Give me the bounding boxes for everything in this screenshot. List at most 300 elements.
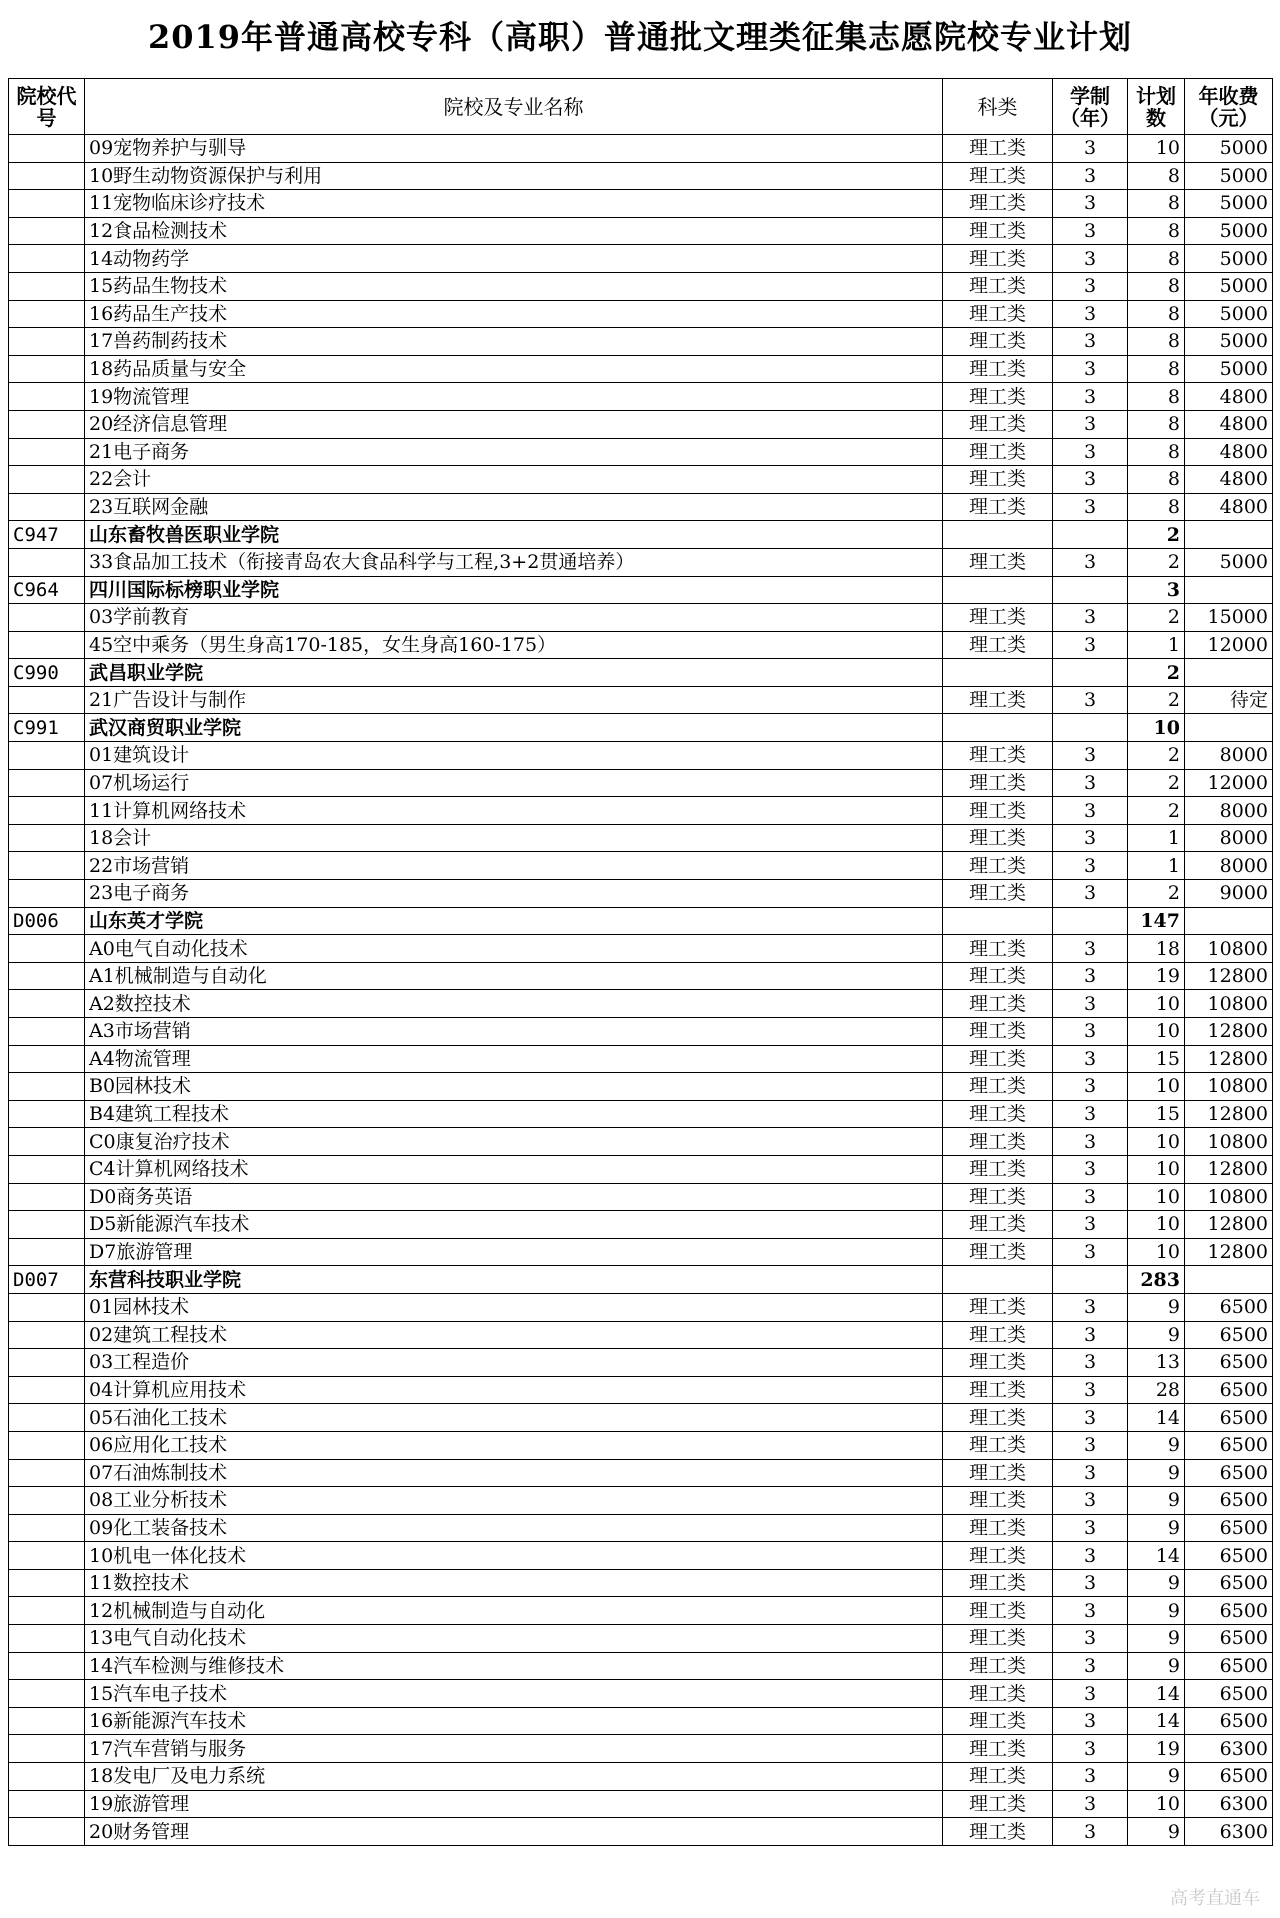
cell-plan: 2: [1128, 659, 1185, 687]
cell-school-code: [9, 548, 85, 576]
cell-category: 理工类: [943, 548, 1053, 576]
cell-school-code: [9, 1735, 85, 1763]
cell-name: 01园林技术: [85, 1293, 943, 1321]
cell-name: 武昌职业学院: [85, 659, 943, 687]
cell-name: 东营科技职业学院: [85, 1266, 943, 1294]
cell-plan: 28: [1128, 1376, 1185, 1404]
cell-years: 3: [1053, 1569, 1128, 1597]
cell-school-code: [9, 1155, 85, 1183]
cell-plan: 10: [1128, 990, 1185, 1018]
cell-school-code: [9, 383, 85, 411]
major-row: [9, 1514, 1273, 1542]
major-row: [9, 1183, 1273, 1211]
cell-school-code: [9, 1652, 85, 1680]
cell-name: 15汽车电子技术: [85, 1680, 943, 1708]
cell-name: 14汽车检测与维修技术: [85, 1652, 943, 1680]
major-row: [9, 217, 1273, 245]
cell-years: 3: [1053, 438, 1128, 466]
major-row: [9, 1625, 1273, 1653]
cell-fee: 4800: [1185, 466, 1273, 494]
cell-fee: 6500: [1185, 1459, 1273, 1487]
cell-school-code: [9, 466, 85, 494]
cell-fee: 4800: [1185, 383, 1273, 411]
cell-fee: 5000: [1185, 135, 1273, 163]
major-row: [9, 1818, 1273, 1846]
cell-plan: 9: [1128, 1514, 1185, 1542]
cell-school-code: [9, 1321, 85, 1349]
cell-category: 理工类: [943, 1238, 1053, 1266]
cell-plan: 14: [1128, 1707, 1185, 1735]
cell-years: 3: [1053, 1680, 1128, 1708]
cell-plan: 9: [1128, 1818, 1185, 1846]
cell-school-code: [9, 990, 85, 1018]
major-row: [9, 1238, 1273, 1266]
cell-school-code: [9, 880, 85, 908]
major-row: [9, 1569, 1273, 1597]
cell-category: 理工类: [943, 245, 1053, 273]
cell-name: 22会计: [85, 466, 943, 494]
cell-category: 理工类: [943, 1487, 1053, 1515]
cell-years: 3: [1053, 1431, 1128, 1459]
cell-fee: 12000: [1185, 631, 1273, 659]
cell-plan: 283: [1128, 1266, 1185, 1294]
cell-name: A2数控技术: [85, 990, 943, 1018]
cell-years: 3: [1053, 383, 1128, 411]
cell-fee: 8000: [1185, 797, 1273, 825]
cell-category: 理工类: [943, 438, 1053, 466]
cell-plan: 19: [1128, 1735, 1185, 1763]
cell-category: 理工类: [943, 1597, 1053, 1625]
cell-school-code: [9, 1542, 85, 1570]
cell-category: 理工类: [943, 355, 1053, 383]
major-row: [9, 245, 1273, 273]
cell-name: 17汽车营销与服务: [85, 1735, 943, 1763]
cell-school-code: [9, 1763, 85, 1791]
cell-category: 理工类: [943, 824, 1053, 852]
cell-plan: 9: [1128, 1431, 1185, 1459]
cell-plan: 15: [1128, 1100, 1185, 1128]
cell-school-code: [9, 1569, 85, 1597]
cell-category: 理工类: [943, 383, 1053, 411]
cell-category: 理工类: [943, 1321, 1053, 1349]
cell-category: 理工类: [943, 300, 1053, 328]
major-row: [9, 1349, 1273, 1377]
major-row: [9, 1487, 1273, 1515]
cell-name: 33食品加工技术（衔接青岛农大食品科学与工程,3+2贯通培养）: [85, 548, 943, 576]
cell-plan: 3: [1128, 576, 1185, 604]
cell-category: 理工类: [943, 1459, 1053, 1487]
cell-school-code: [9, 1487, 85, 1515]
school-row: [9, 1266, 1273, 1294]
cell-years: 3: [1053, 769, 1128, 797]
cell-school-code: [9, 1376, 85, 1404]
cell-category: [943, 576, 1053, 604]
cell-name: 10机电一体化技术: [85, 1542, 943, 1570]
cell-name: 16药品生产技术: [85, 300, 943, 328]
cell-fee: [1185, 1266, 1273, 1294]
cell-fee: 6300: [1185, 1818, 1273, 1846]
watermark: 高考直通车: [1170, 1888, 1260, 1909]
cell-years: 3: [1053, 880, 1128, 908]
cell-years: 3: [1053, 300, 1128, 328]
cell-fee: 12800: [1185, 1238, 1273, 1266]
major-row: [9, 1431, 1273, 1459]
cell-school-code: [9, 1128, 85, 1156]
cell-plan: 8: [1128, 493, 1185, 521]
cell-years: 3: [1053, 328, 1128, 356]
cell-school-code: [9, 355, 85, 383]
cell-category: 理工类: [943, 162, 1053, 190]
cell-plan: 10: [1128, 714, 1185, 742]
cell-school-code: [9, 217, 85, 245]
cell-school-code: [9, 962, 85, 990]
cell-category: 理工类: [943, 1652, 1053, 1680]
cell-name: 10野生动物资源保护与利用: [85, 162, 943, 190]
cell-school-code: [9, 686, 85, 714]
cell-category: 理工类: [943, 217, 1053, 245]
cell-school-code: [9, 1349, 85, 1377]
cell-school-code: C991: [9, 714, 85, 742]
cell-fee: 待定: [1185, 686, 1273, 714]
cell-plan: 2: [1128, 548, 1185, 576]
cell-name: 18会计: [85, 824, 943, 852]
cell-fee: 6500: [1185, 1597, 1273, 1625]
cell-school-code: [9, 1680, 85, 1708]
cell-school-code: [9, 1100, 85, 1128]
cell-name: B0园林技术: [85, 1073, 943, 1101]
cell-years: [1053, 714, 1128, 742]
cell-years: 3: [1053, 162, 1128, 190]
cell-name: 山东英才学院: [85, 907, 943, 935]
cell-fee: 5000: [1185, 217, 1273, 245]
cell-fee: 5000: [1185, 548, 1273, 576]
cell-plan: 9: [1128, 1321, 1185, 1349]
cell-school-code: [9, 1818, 85, 1846]
cell-fee: 5000: [1185, 300, 1273, 328]
cell-fee: 4800: [1185, 438, 1273, 466]
major-row: [9, 548, 1273, 576]
cell-years: 3: [1053, 1404, 1128, 1432]
cell-name: 17兽药制药技术: [85, 328, 943, 356]
cell-school-code: [9, 769, 85, 797]
cell-school-code: C990: [9, 659, 85, 687]
major-row: [9, 1376, 1273, 1404]
cell-plan: 10: [1128, 1073, 1185, 1101]
cell-years: 3: [1053, 604, 1128, 632]
page-title: 2019年普通高校专科（高职）普通批文理类征集志愿院校专业计划: [147, 18, 1133, 56]
cell-name: 11数控技术: [85, 1569, 943, 1597]
cell-years: 3: [1053, 548, 1128, 576]
cell-name: 12食品检测技术: [85, 217, 943, 245]
cell-category: 理工类: [943, 135, 1053, 163]
cell-name: C4计算机网络技术: [85, 1155, 943, 1183]
cell-fee: 12800: [1185, 962, 1273, 990]
major-row: [9, 272, 1273, 300]
header-category: 科类: [943, 79, 1053, 135]
cell-category: 理工类: [943, 190, 1053, 218]
cell-fee: 10800: [1185, 935, 1273, 963]
major-row: [9, 135, 1273, 163]
major-row: [9, 1018, 1273, 1046]
cell-plan: 8: [1128, 217, 1185, 245]
cell-school-code: [9, 328, 85, 356]
cell-name: 22市场营销: [85, 852, 943, 880]
cell-plan: 10: [1128, 1183, 1185, 1211]
cell-years: 3: [1053, 1652, 1128, 1680]
cell-years: 3: [1053, 742, 1128, 770]
cell-category: 理工类: [943, 962, 1053, 990]
cell-name: 13电气自动化技术: [85, 1625, 943, 1653]
cell-category: [943, 907, 1053, 935]
cell-years: 3: [1053, 1183, 1128, 1211]
cell-name: 05石油化工技术: [85, 1404, 943, 1432]
cell-plan: 2: [1128, 880, 1185, 908]
major-row: [9, 383, 1273, 411]
cell-fee: 9000: [1185, 880, 1273, 908]
cell-fee: 6500: [1185, 1321, 1273, 1349]
cell-name: 20经济信息管理: [85, 410, 943, 438]
major-row: [9, 990, 1273, 1018]
cell-plan: 8: [1128, 466, 1185, 494]
cell-name: 16新能源汽车技术: [85, 1707, 943, 1735]
cell-name: D0商务英语: [85, 1183, 943, 1211]
major-row: [9, 769, 1273, 797]
cell-fee: [1185, 714, 1273, 742]
header-fee: 年收费（元）: [1185, 79, 1273, 135]
cell-school-code: [9, 852, 85, 880]
table-header-row: [9, 79, 1273, 135]
cell-category: 理工类: [943, 1680, 1053, 1708]
header-code: 院校代号: [9, 79, 85, 135]
major-row: [9, 162, 1273, 190]
cell-category: 理工类: [943, 990, 1053, 1018]
cell-category: 理工类: [943, 1735, 1053, 1763]
cell-plan: 1: [1128, 852, 1185, 880]
cell-name: 23电子商务: [85, 880, 943, 908]
cell-years: 3: [1053, 1155, 1128, 1183]
cell-category: 理工类: [943, 1128, 1053, 1156]
cell-school-code: [9, 742, 85, 770]
cell-category: 理工类: [943, 604, 1053, 632]
major-row: [9, 824, 1273, 852]
cell-years: 3: [1053, 1128, 1128, 1156]
cell-category: 理工类: [943, 493, 1053, 521]
major-row: [9, 742, 1273, 770]
cell-name: 武汉商贸职业学院: [85, 714, 943, 742]
cell-plan: 1: [1128, 824, 1185, 852]
cell-category: 理工类: [943, 1818, 1053, 1846]
cell-plan: 10: [1128, 1790, 1185, 1818]
cell-category: 理工类: [943, 1431, 1053, 1459]
plan-table: [8, 78, 1273, 1846]
major-row: [9, 1404, 1273, 1432]
cell-name: 21广告设计与制作: [85, 686, 943, 714]
cell-fee: 6500: [1185, 1680, 1273, 1708]
cell-name: 03学前教育: [85, 604, 943, 632]
cell-name: 07石油炼制技术: [85, 1459, 943, 1487]
cell-school-code: [9, 300, 85, 328]
school-row: [9, 659, 1273, 687]
major-row: [9, 355, 1273, 383]
cell-category: 理工类: [943, 1763, 1053, 1791]
cell-category: 理工类: [943, 1707, 1053, 1735]
cell-category: 理工类: [943, 1018, 1053, 1046]
cell-years: 3: [1053, 962, 1128, 990]
cell-years: 3: [1053, 797, 1128, 825]
cell-school-code: D007: [9, 1266, 85, 1294]
cell-category: 理工类: [943, 1073, 1053, 1101]
cell-fee: 12800: [1185, 1211, 1273, 1239]
cell-years: [1053, 521, 1128, 549]
cell-name: 23互联网金融: [85, 493, 943, 521]
cell-plan: 1: [1128, 631, 1185, 659]
cell-name: 15药品生物技术: [85, 272, 943, 300]
major-row: [9, 1100, 1273, 1128]
cell-name: 11计算机网络技术: [85, 797, 943, 825]
cell-fee: 12800: [1185, 1155, 1273, 1183]
cell-plan: 9: [1128, 1293, 1185, 1321]
major-row: [9, 466, 1273, 494]
cell-name: A0电气自动化技术: [85, 935, 943, 963]
cell-plan: 13: [1128, 1349, 1185, 1377]
cell-category: 理工类: [943, 1349, 1053, 1377]
cell-fee: 6500: [1185, 1763, 1273, 1791]
cell-plan: 8: [1128, 190, 1185, 218]
cell-school-code: [9, 1597, 85, 1625]
cell-category: 理工类: [943, 1569, 1053, 1597]
cell-school-code: [9, 1431, 85, 1459]
cell-years: 3: [1053, 1487, 1128, 1515]
cell-category: 理工类: [943, 410, 1053, 438]
major-row: [9, 935, 1273, 963]
cell-category: 理工类: [943, 1376, 1053, 1404]
cell-category: 理工类: [943, 852, 1053, 880]
cell-name: C0康复治疗技术: [85, 1128, 943, 1156]
cell-school-code: [9, 824, 85, 852]
cell-name: 20财务管理: [85, 1818, 943, 1846]
cell-name: A4物流管理: [85, 1045, 943, 1073]
cell-fee: 5000: [1185, 272, 1273, 300]
cell-years: 3: [1053, 1514, 1128, 1542]
header-years: 学制（年）: [1053, 79, 1128, 135]
cell-fee: 6500: [1185, 1569, 1273, 1597]
cell-fee: 6500: [1185, 1542, 1273, 1570]
cell-plan: 2: [1128, 604, 1185, 632]
cell-school-code: [9, 272, 85, 300]
cell-school-code: C947: [9, 521, 85, 549]
cell-fee: 12800: [1185, 1045, 1273, 1073]
cell-plan: 19: [1128, 962, 1185, 990]
cell-school-code: [9, 797, 85, 825]
cell-category: 理工类: [943, 1211, 1053, 1239]
cell-years: 3: [1053, 355, 1128, 383]
cell-plan: 14: [1128, 1404, 1185, 1432]
cell-category: 理工类: [943, 1542, 1053, 1570]
cell-school-code: [9, 1211, 85, 1239]
cell-plan: 9: [1128, 1487, 1185, 1515]
cell-fee: 6300: [1185, 1790, 1273, 1818]
cell-school-code: [9, 493, 85, 521]
cell-years: 3: [1053, 410, 1128, 438]
cell-plan: 8: [1128, 272, 1185, 300]
cell-fee: 6500: [1185, 1514, 1273, 1542]
cell-plan: 10: [1128, 1018, 1185, 1046]
cell-plan: 8: [1128, 355, 1185, 383]
cell-school-code: [9, 1045, 85, 1073]
cell-plan: 8: [1128, 245, 1185, 273]
cell-fee: 5000: [1185, 190, 1273, 218]
cell-category: 理工类: [943, 466, 1053, 494]
major-row: [9, 1293, 1273, 1321]
cell-plan: 9: [1128, 1652, 1185, 1680]
cell-years: 3: [1053, 1321, 1128, 1349]
cell-name: A1机械制造与自动化: [85, 962, 943, 990]
cell-years: 3: [1053, 245, 1128, 273]
cell-fee: 6500: [1185, 1349, 1273, 1377]
cell-plan: 9: [1128, 1597, 1185, 1625]
major-row: [9, 880, 1273, 908]
major-row: [9, 604, 1273, 632]
cell-fee: 4800: [1185, 493, 1273, 521]
cell-fee: [1185, 576, 1273, 604]
cell-years: 3: [1053, 1238, 1128, 1266]
cell-plan: 10: [1128, 1238, 1185, 1266]
cell-category: [943, 1266, 1053, 1294]
cell-fee: 12000: [1185, 769, 1273, 797]
cell-fee: 12800: [1185, 1100, 1273, 1128]
major-row: [9, 1652, 1273, 1680]
cell-category: 理工类: [943, 272, 1053, 300]
cell-category: 理工类: [943, 1183, 1053, 1211]
cell-school-code: [9, 631, 85, 659]
cell-name: 14动物药学: [85, 245, 943, 273]
cell-plan: 18: [1128, 935, 1185, 963]
cell-fee: 5000: [1185, 245, 1273, 273]
cell-name: 08工业分析技术: [85, 1487, 943, 1515]
major-row: [9, 410, 1273, 438]
cell-category: 理工类: [943, 1100, 1053, 1128]
major-row: [9, 1542, 1273, 1570]
cell-plan: 2: [1128, 742, 1185, 770]
cell-school-code: [9, 1404, 85, 1432]
cell-years: 3: [1053, 686, 1128, 714]
cell-school-code: [9, 1625, 85, 1653]
cell-years: 3: [1053, 1211, 1128, 1239]
cell-years: 3: [1053, 1376, 1128, 1404]
cell-fee: 10800: [1185, 1073, 1273, 1101]
school-row: [9, 576, 1273, 604]
cell-name: 19物流管理: [85, 383, 943, 411]
cell-category: 理工类: [943, 797, 1053, 825]
major-row: [9, 190, 1273, 218]
cell-fee: 8000: [1185, 852, 1273, 880]
major-row: [9, 962, 1273, 990]
cell-fee: 8000: [1185, 742, 1273, 770]
cell-school-code: [9, 190, 85, 218]
cell-plan: 14: [1128, 1542, 1185, 1570]
cell-name: 04计算机应用技术: [85, 1376, 943, 1404]
cell-fee: 8000: [1185, 824, 1273, 852]
cell-years: 3: [1053, 1100, 1128, 1128]
cell-fee: 4800: [1185, 410, 1273, 438]
cell-years: [1053, 1266, 1128, 1294]
cell-fee: 6500: [1185, 1404, 1273, 1432]
major-row: [9, 438, 1273, 466]
cell-name: 四川国际标榜职业学院: [85, 576, 943, 604]
major-row: [9, 686, 1273, 714]
cell-years: [1053, 659, 1128, 687]
cell-school-code: [9, 1073, 85, 1101]
